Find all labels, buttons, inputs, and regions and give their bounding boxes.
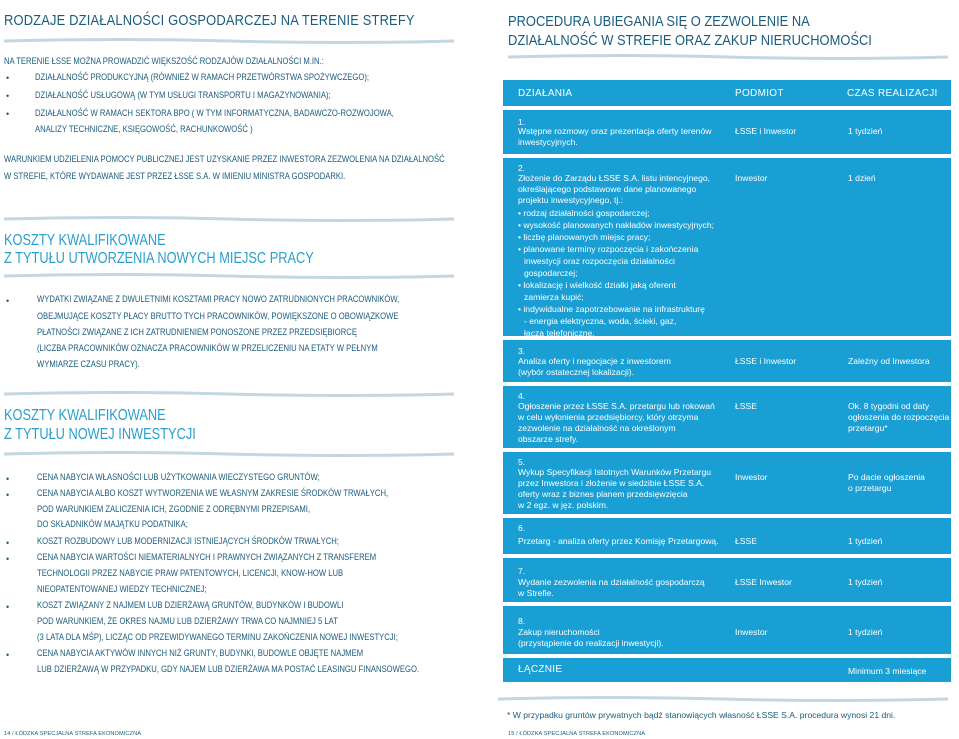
left-page-title: RODZAJE DZIAŁALNOŚCI GOSPODARCZEJ NA TERENIE STREFY: [4, 12, 415, 29]
section1-title: KOSZTY KWALIFIKOWANE: [4, 232, 166, 249]
step-description: (przystąpienie do realizacji inwestycji).: [518, 638, 664, 648]
title-divider: [508, 54, 948, 62]
step-requirements-list: [518, 207, 714, 339]
list-item: • wysokość planowanych nakładów inwestycyjnych;: [518, 220, 714, 230]
bullet-icon: •: [6, 490, 10, 500]
step-subject: Inwestor: [735, 173, 768, 183]
condition-line: W STREFIE, KTÓRE WYDAWANE JEST PRZEZ ŁSSE S.A. W IMIENIU MINISTRA GOSPODARKI.: [4, 171, 346, 182]
section2-line: NIEOPATENTOWANEJ WIEDZY TECHNICZNEJ;: [37, 584, 207, 595]
step-description: w celu wyłonienia przedsiębiorcy, który otrzyma: [518, 412, 699, 422]
step-number: 8.: [518, 616, 526, 626]
step-time: 1 tydzień: [848, 536, 883, 546]
step-description: określającego podstawowe dane planowanego: [518, 184, 697, 194]
section2-line: POD WARUNKIEM, ŻE OKRES NAJMU LUB DZIERŻAWY TRWA CO NAJMNIEJ 5 LAT: [37, 616, 338, 627]
section2-line: (3 LATA DLA MŚP), LICZĄC OD PRZEWIDYWANEGO TERMINU ZAKOŃCZENIA NOWEJ INWESTYCJI;: [37, 632, 398, 643]
step-subject: ŁSSE Inwestor: [735, 577, 792, 587]
left-page-footer: 14 / ŁÓDZKA SPECJALNA STREFA EKONOMICZNA: [4, 731, 142, 737]
right-page: [490, 0, 959, 739]
section2-line: KOSZT ZWIĄZANY Z NAJMEM LUB DZIERŻAWĄ GRUNTÓW, BUDYNKÓW I BUDOWLI: [37, 600, 344, 611]
section2-line: POD WARUNKIEM ZALICZENIA ICH, ZGODNIE Z ODRĘBNYMI PRZEPISAMI,: [37, 504, 311, 515]
activity-bullet: DZIAŁALNOŚĆ W RAMACH SEKTORA BPO ( W TYM INFORMATYCZNA, BADAWCZO-ROZWOJOWA,: [35, 108, 394, 119]
list-item: zamierza kupić;: [524, 292, 584, 302]
footnote: * W przypadku gruntów prywatnych bądź stanowiących własność ŁSSE S.A. procedura wynosi 21 dni.: [507, 710, 896, 720]
step-number: 7.: [518, 566, 526, 576]
table-total-row: [503, 658, 951, 682]
right-page-title: PROCEDURA UBIEGANIA SIĘ O ZEZWOLENIE NA DZIAŁALNOŚĆ W STREFIE ORAZ ZAKUP NIERUCHOMOŚCI: [508, 13, 872, 49]
step-description: Złożenie do Zarządu ŁSSE S.A. listu intencyjnego,: [518, 173, 711, 183]
section1-line: WYDATKI ZWIĄZANE Z DWULETNIMI KOSZTAMI PRACY NOWO ZATRUDNIONYCH PRACOWNIKÓW,: [37, 294, 400, 305]
list-item: gospodarczej;: [524, 268, 578, 278]
step-time: Zależny od Inwestora: [848, 356, 930, 366]
bullet-icon: •: [6, 602, 10, 612]
right-page-footer: 15 / ŁÓDZKA SPECJALNA STREFA EKONOMICZNA: [508, 731, 646, 737]
bullet-icon: •: [6, 109, 10, 119]
step-time: 1 tydzień: [848, 627, 883, 637]
step-description: Przetarg - analiza oferty przez Komisję Przetargową.: [518, 536, 719, 546]
table-header-row: [503, 80, 951, 106]
section-divider: [4, 216, 454, 224]
step-time: 1 tydzień: [848, 126, 883, 136]
step-description: projektu inwestycyjnego, tj.:: [518, 195, 624, 205]
step-subject: Inwestor: [735, 472, 768, 482]
section2-line: LUB DZIERŻAWĄ W PRZYPADKU, GDY NAJEM LUB DZIERŻAWA MA POSTAĆ LEASINGU FINANSOWEGO.: [37, 664, 420, 675]
step-subject: Inwestor: [735, 627, 768, 637]
activity-bullet-continued: ANALIZY TECHNICZNE, KSIĘGOWOŚĆ, RACHUNKOWOŚĆ ): [35, 124, 253, 135]
table-row-step-4: [503, 386, 951, 448]
section2-line: CENA NABYCIA AKTYWÓW INNYCH NIŻ GRUNTY, BUDYNKI, BUDOWLE OBJĘTE NAJMEM: [37, 648, 364, 659]
section1-line: PŁATNOŚCI ZWIĄZANE Z ICH ZATRUDNIENIEM PONOSZONE PRZEZ PRZEDSIĘBIORCĘ: [37, 327, 357, 338]
table-row-step-8: [503, 606, 951, 654]
table-row-step-3: [503, 340, 951, 382]
step-description: Wstępne rozmowy oraz prezentacja oferty terenów: [518, 126, 712, 136]
section-divider: [4, 451, 454, 459]
section1-subtitle: Z TYTUŁU UTWORZENIA NOWYCH MIEJSC PRACY: [4, 250, 314, 267]
table-row-step-7: [503, 558, 951, 602]
activity-bullet: DZIAŁALNOŚĆ PRODUKCYJNĄ (RÓWNIEŻ W RAMACH PRZETWÓRSTWA SPOŻYWCZEGO);: [35, 72, 370, 83]
step-description: Ogłoszenie przez ŁSSE S.A. przetargu lub rokowań: [518, 401, 715, 411]
table-row-step-5: [503, 452, 951, 514]
intro-text: NA TERENIE ŁSSE MOŻNA PROWADZIĆ WIĘKSZOŚĆ RODZAJÓW DZIAŁALNOŚCI M.IN.:: [4, 56, 324, 67]
step-subject: ŁSSE: [735, 401, 757, 411]
step-time: o przetargu: [848, 483, 892, 493]
step-description: w 2 egz. w jęz. polskim.: [518, 500, 609, 510]
table-row-step-1: [503, 110, 951, 154]
step-description: Wykup Specyfikacji Istotnych Warunków Przetargu: [518, 467, 712, 477]
step-time: Ok. 8 tygodni od daty: [848, 401, 930, 411]
section1-line: OBEJMUJĄCE KOSZTY PŁACY BRUTTO TYCH PRACOWNIKÓW, POWIĘKSZONE O OBOWIĄZKOWE: [37, 311, 399, 322]
section1-line: WYMIARZE CZASU PRACY).: [37, 359, 140, 370]
header-time: CZAS REALIZACJI: [847, 88, 938, 99]
step-description: (wybór ostatecznej lokalizacji).: [518, 367, 635, 377]
step-time: Po dacie ogłoszenia: [848, 472, 925, 482]
step-description: Zakup nieruchomości: [518, 627, 600, 637]
section-divider: [4, 273, 454, 281]
step-description: oferty wraz z biznes planem przedsięwzięcia: [518, 489, 688, 499]
bullet-icon: •: [6, 538, 10, 548]
step-time: przetargu*: [848, 423, 888, 433]
list-item: - energia elektryczna, woda, ścieki, gaz,: [524, 316, 677, 326]
step-description: inwestycyjnych.: [518, 137, 578, 147]
left-page: [0, 0, 470, 739]
step-subject: ŁSSE i Inwestor: [735, 126, 797, 136]
section2-line: CENA NABYCIA WŁASNOŚCI LUB UŻYTKOWANIA WIECZYSTEGO GRUNTÓW;: [37, 472, 320, 483]
step-number: 6.: [518, 523, 526, 533]
table-row-step-6: [503, 518, 951, 554]
bullet-icon: •: [6, 474, 10, 484]
step-subject: ŁSSE: [735, 536, 757, 546]
list-item: • planowane terminy rozpoczęcia i zakończenia: [518, 244, 699, 254]
section2-line: CENA NABYCIA WARTOŚCI NIEMATERIALNYCH I PRAWNYCH ZWIĄZANYCH Z TRANSFEREM: [37, 552, 377, 563]
bullet-icon: •: [6, 296, 10, 306]
section2-title: KOSZTY KWALIFIKOWANE: [4, 407, 166, 424]
step-number: 2.: [518, 163, 526, 173]
title-divider: [4, 38, 454, 46]
condition-line: WARUNKIEM UDZIELENIA POMOCY PUBLICZNEJ JEST UZYSKANIE PRZEZ INWESTORA ZEZWOLENIA NA DZIAŁALNOŚĆ: [4, 154, 445, 165]
step-time: 1 dzień: [848, 173, 876, 183]
list-item: inwestycji oraz rozpoczęcia działalności: [524, 256, 675, 266]
section2-line: KOSZT ROZBUDOWY LUB MODERNIZACJI ISTNIEJĄCYCH ŚRODKÓW TRWAŁYCH;: [37, 536, 339, 547]
step-description: przez Inwestora i złożenie w siedzibie ŁSSE S.A.: [518, 478, 705, 488]
bullet-icon: •: [6, 650, 10, 660]
step-number: 1.: [518, 117, 526, 127]
step-description: obszarze strefy.: [518, 434, 579, 444]
activity-bullet: DZIAŁALNOŚĆ USŁUGOWĄ (W TYM USŁUGI TRANSPORTU I MAGAZYNOWANIA);: [35, 90, 331, 101]
list-item: • liczbę planowanych miejsc pracy;: [518, 232, 651, 242]
header-subject: PODMIOT: [735, 88, 784, 99]
section2-line: TECHNOLOGII PRZEZ NABYCIE PRAW PATENTOWYCH, LICENCJI, KNOW-HOW LUB: [37, 568, 344, 579]
step-description: Analiza oferty i negocjacje z inwestorem: [518, 356, 671, 366]
step-description: zezwolenie na działalność na określonym: [518, 423, 676, 433]
step-time: ogłoszenia do rozpoczęcia: [848, 412, 950, 422]
bullet-icon: •: [6, 73, 10, 83]
section2-subtitle: Z TYTUŁU NOWEJ INWESTYCJI: [4, 426, 196, 443]
step-subject: ŁSSE i Inwestor: [735, 356, 797, 366]
step-number: 4.: [518, 391, 526, 401]
total-label: ŁĄCZNIE: [518, 664, 563, 675]
section1-line: (LICZBA PRACOWNIKÓW OZNACZA PRACOWNIKÓW W PRZELICZENIU NA ETATY W PEŁNYM: [37, 343, 378, 354]
footnote-divider: [498, 696, 948, 704]
bullet-icon: •: [6, 554, 10, 564]
step-description: Wydanie zezwolenia na działalność gospodarczą: [518, 577, 705, 587]
table-row-step-2: [503, 158, 951, 336]
list-item: łącza telefoniczne.: [524, 328, 595, 338]
list-item: • lokalizację i wielkość działki jaką oferent: [518, 280, 676, 290]
total-value: Minimum 3 miesiące: [848, 666, 927, 676]
bullet-icon: •: [6, 91, 10, 101]
step-time: 1 tydzień: [848, 577, 883, 587]
section-divider: [4, 391, 454, 399]
section2-line: DO SKŁADNIKÓW MAJĄTKU PODATNIKA;: [37, 519, 188, 530]
section2-line: CENA NABYCIA ALBO KOSZT WYTWORZENIA WE WŁASNYM ZAKRESIE ŚRODKÓW TRWAŁYCH,: [37, 488, 389, 499]
step-description: w Strefie.: [518, 588, 554, 598]
step-number: 5.: [518, 457, 526, 467]
step-number: 3.: [518, 346, 526, 356]
header-actions: DZIAŁANIA: [518, 88, 573, 99]
list-item: • rodzaj działalności gospodarczej;: [518, 208, 650, 218]
list-item: • indywidualne zapotrzebowanie na infrastrukturę: [518, 304, 705, 314]
